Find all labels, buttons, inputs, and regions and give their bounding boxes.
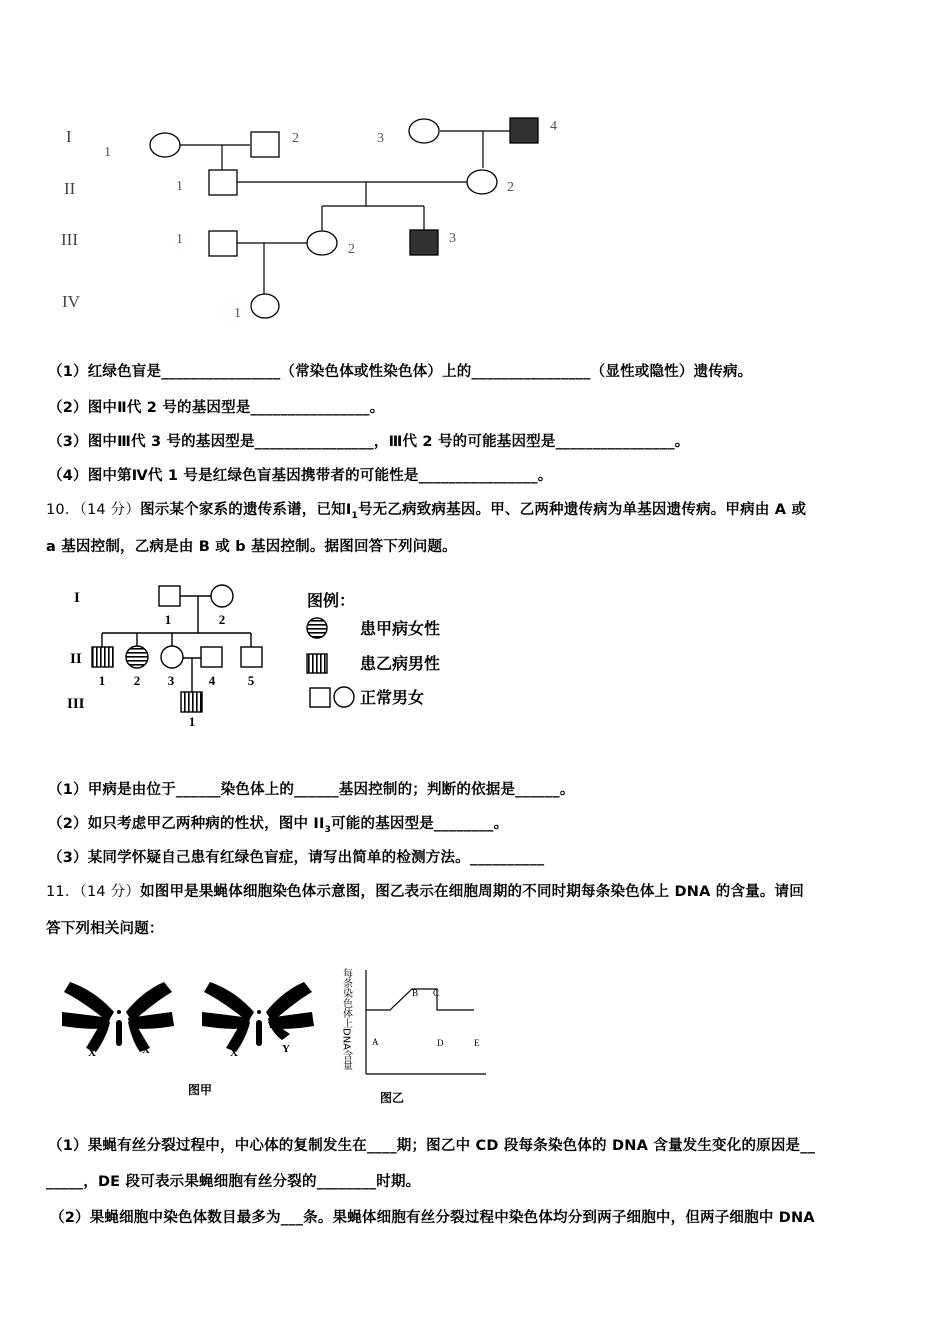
chart-point-D: D bbox=[437, 1038, 444, 1048]
fig2-gen-II: II bbox=[70, 651, 82, 667]
fig2-II-3-female bbox=[161, 646, 183, 668]
gen-label-I: I bbox=[66, 127, 72, 146]
I-2-male bbox=[251, 132, 279, 157]
q10-heading bbox=[46, 498, 806, 521]
label-I-3: 3 bbox=[377, 131, 384, 146]
chart-point-E: E bbox=[474, 1038, 480, 1048]
chart-point-C: C bbox=[433, 988, 440, 998]
fig2-III-1-affected-b-male bbox=[181, 692, 202, 712]
label-III-2: 2 bbox=[348, 242, 355, 257]
I-1-female bbox=[150, 133, 180, 157]
pedigree-figure-2 bbox=[0, 578, 950, 728]
q9-part-1: （1）红绿色盲是________________（常染色体或性染色体）上的________________（显性或隐性）遗传病。 bbox=[48, 364, 753, 380]
chart-point-A: A bbox=[372, 1037, 379, 1047]
I-4-affected-male bbox=[510, 118, 538, 143]
fig2-I-1-male bbox=[159, 586, 180, 606]
q10-number: 10．（14 分） bbox=[46, 502, 141, 518]
label-II-2: 2 bbox=[507, 180, 514, 195]
fig2-II-3-num: 3 bbox=[167, 673, 175, 688]
label-III-3: 3 bbox=[449, 231, 456, 246]
right-y-label: Y bbox=[282, 1043, 290, 1055]
right-x-label: X bbox=[230, 1047, 238, 1059]
chart-point-B: B bbox=[412, 988, 419, 998]
q10-text-a: 图示某个家系的遗传系谱，已知Ⅰ bbox=[140, 502, 352, 518]
gen-label-III: III bbox=[61, 230, 78, 249]
legend-affected-b-male: 患乙病男性 bbox=[360, 656, 441, 673]
II-1-male bbox=[209, 170, 237, 195]
q11-heading bbox=[46, 880, 804, 901]
figure-jia-caption: 图甲 bbox=[188, 1083, 213, 1097]
q10-part-2 bbox=[48, 812, 508, 835]
q10-part-2-a: （2）如只考虑甲乙两种病的性状，图中 II bbox=[48, 816, 325, 832]
fig2-I-2-female bbox=[211, 585, 233, 607]
fig2-II-4-num: 4 bbox=[208, 673, 216, 688]
fig2-I-2-num: 2 bbox=[218, 612, 226, 627]
q10-part-3: （3）某同学怀疑自己患有红绿色盲症，请写出简单的检测方法。__________ bbox=[48, 850, 545, 866]
label-II-1: 1 bbox=[176, 179, 183, 194]
chromosomes-female-icon bbox=[62, 982, 174, 1052]
gen-label-IV: IV bbox=[62, 292, 80, 311]
chart-dna-series bbox=[366, 989, 474, 1010]
q10-part-1: （1）甲病是由位于______染色体上的______基因控制的；判断的依据是______。 bbox=[48, 782, 575, 798]
chart-y-label: 每条染色体上DNA含量 bbox=[340, 968, 352, 1071]
pedigree-figure-1 bbox=[0, 100, 950, 340]
III-1-male bbox=[209, 231, 237, 256]
fig2-II-1-affected-b-male bbox=[92, 647, 113, 667]
figure-3 bbox=[0, 955, 950, 1115]
q10-sub: 1 bbox=[351, 510, 358, 521]
chromosomes-male-icon bbox=[202, 982, 314, 1052]
legend-normal-female-icon bbox=[334, 687, 354, 707]
q11-part-1-a: （1）果蝇有丝分裂过程中，中心体的复制发生在____期；图乙中 CD 段每条染色体的 DNA 含量发生变化的原因是__ bbox=[48, 1138, 816, 1154]
q9-part-2: （2）图中Ⅱ代 2 号的基因型是________________。 bbox=[48, 400, 385, 416]
label-I-1: 1 bbox=[104, 145, 111, 160]
legend-affected-b-male-icon bbox=[307, 654, 327, 673]
left-x2-label: X bbox=[142, 1044, 150, 1056]
legend-affected-a-female: 患甲病女性 bbox=[360, 621, 441, 638]
left-x-label: X bbox=[88, 1047, 96, 1059]
fig2-gen-I: I bbox=[74, 590, 80, 606]
IV-1-female bbox=[251, 294, 279, 318]
legend-title: 图例： bbox=[307, 593, 356, 610]
fig2-II-5-num: 5 bbox=[247, 673, 255, 688]
fig2-gen-III: III bbox=[67, 696, 85, 712]
fig2-III-1-num: 1 bbox=[188, 714, 196, 728]
II-2-female bbox=[467, 170, 497, 194]
label-I-2: 2 bbox=[292, 131, 299, 146]
legend-affected-a-female-icon bbox=[307, 618, 327, 638]
legend-normal: 正常男女 bbox=[360, 690, 425, 707]
label-I-4: 4 bbox=[550, 119, 557, 134]
fig2-II-5-male bbox=[241, 647, 262, 667]
fig2-II-2-num: 2 bbox=[133, 673, 141, 688]
q11-part-2: （2）果蝇细胞中染色体数目最多为___条。果蝇体细胞有丝分裂过程中染色体均分到两子细胞中，但两子细胞中 DNA bbox=[50, 1210, 815, 1226]
III-2-female bbox=[307, 231, 337, 255]
q10-part-2-sub: 3 bbox=[324, 824, 332, 835]
label-IV-1: 1 bbox=[234, 306, 241, 321]
III-3-affected-male bbox=[410, 230, 438, 255]
q11-number: 11．（14 分） bbox=[46, 884, 141, 900]
legend-normal-male-icon bbox=[310, 688, 330, 707]
fig2-II-1-num: 1 bbox=[98, 673, 106, 688]
fig2-II-4-male bbox=[201, 647, 222, 667]
I-3-female bbox=[409, 119, 439, 143]
fig2-I-1-num: 1 bbox=[164, 612, 172, 627]
label-III-1: 1 bbox=[176, 232, 183, 247]
gen-label-II: II bbox=[64, 179, 76, 198]
fig2-II-2-affected-a-female bbox=[126, 646, 148, 668]
q10-text-b: 号无乙病致病基因。甲、乙两种遗传病为单基因遗传病。甲病由 A 或 bbox=[357, 502, 807, 518]
figure-yi-caption: 图乙 bbox=[380, 1091, 405, 1105]
q9-part-4: （4）图中第Ⅳ代 1 号是红绿色盲基因携带者的可能性是________________。 bbox=[48, 468, 553, 484]
q11-text: 如图甲是果蝇体细胞染色体示意图，图乙表示在细胞周期的不同时期每条染色体上 DNA 的含量。请回 bbox=[140, 884, 804, 900]
q10-part-2-b: 可能的基因型是________。 bbox=[331, 816, 509, 832]
q9-part-3: （3）图中Ⅲ代 3 号的基因型是________________，Ⅲ代 2 号的可能基因型是________________。 bbox=[48, 434, 690, 450]
q11-line-2: 答下列相关问题： bbox=[46, 921, 164, 937]
q11-part-1-b: _____，DE 段可表示果蝇细胞有丝分裂的________时期。 bbox=[46, 1174, 421, 1190]
q10-line-2: a 基因控制，乙病是由 B 或 b 基因控制。据图回答下列问题。 bbox=[46, 539, 457, 555]
